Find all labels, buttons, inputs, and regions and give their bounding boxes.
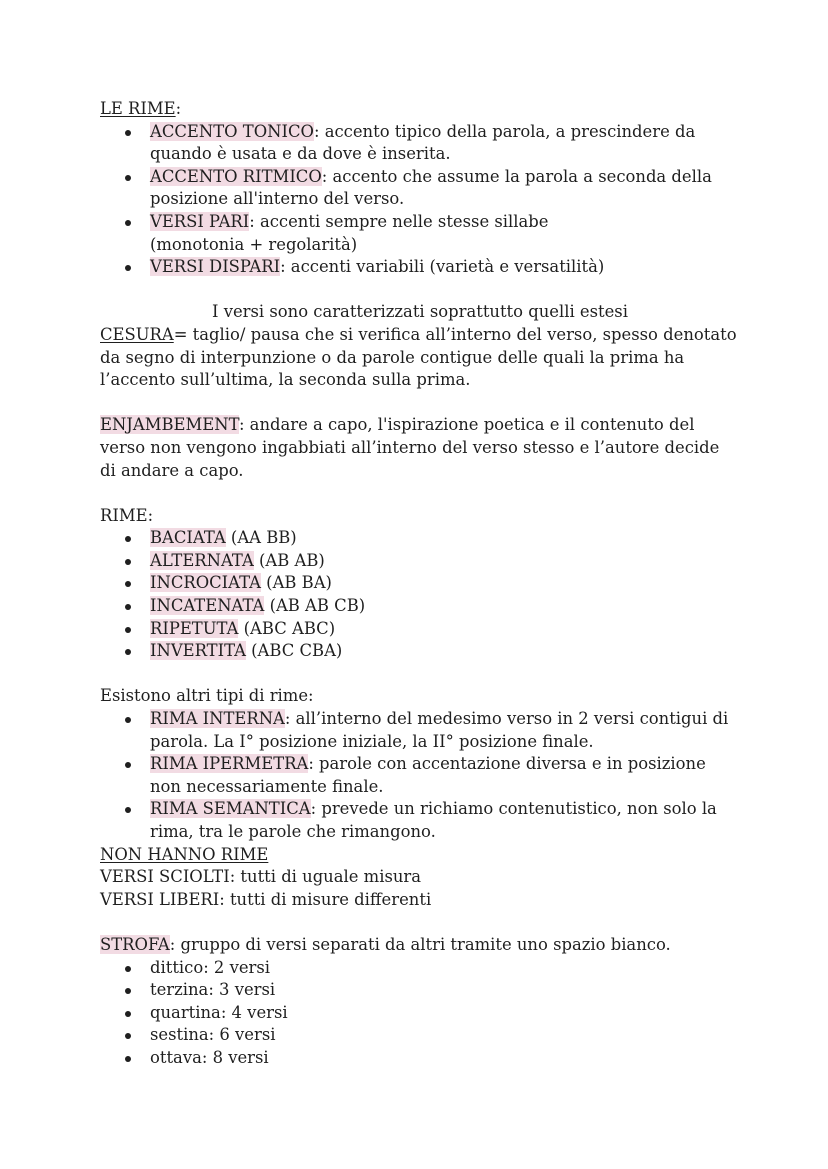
term-enjambement: ENJAMBEMENT (100, 415, 239, 435)
enjambement-paragraph: ENJAMBEMENT: andare a capo, l'ispirazione poetica e il contenuto del verso non vengono ingabbiati all’interno del verso stesso e l’autore decide di andare a capo. (100, 415, 720, 480)
list-item: INCATENATA (AB AB CB) (100, 595, 740, 618)
le-rime-heading: LE RIME (100, 99, 176, 118)
strofa-paragraph: STROFA: gruppo di versi separati da altri tramite uno spazio bianco. (100, 934, 671, 954)
list-item: RIMA INTERNA: all’interno del medesimo verso in 2 versi contigui di parola. La I° posizione iniziale, la II° posizione finale. (100, 708, 740, 753)
non-hanno-rime-heading: NON HANNO RIME (100, 844, 269, 864)
term-accento-tonico: ACCENTO TONICO (150, 121, 314, 141)
term-strofa: STROFA (100, 934, 170, 954)
le-rime-list (100, 121, 740, 279)
versi-liberi-line: VERSI LIBERI: tutti di misure differenti (100, 889, 432, 909)
list-item: sestina: 6 versi (100, 1024, 740, 1047)
list-item: terzina: 3 versi (100, 979, 740, 1002)
list-item: VERSI PARI: accenti sempre nelle stesse sillabe (monotonia + regolarità) (100, 211, 740, 256)
list-item: INCROCIATA (AB BA) (100, 572, 740, 595)
list-item: dittico: 2 versi (100, 957, 740, 980)
list-item: BACIATA (AA BB) (100, 527, 740, 550)
term-versi-pari: VERSI PARI (150, 211, 250, 231)
versi-sciolti-line: VERSI SCIOLTI: tutti di uguale misura (100, 867, 422, 887)
list-item: ottava: 8 versi (100, 1047, 740, 1070)
list-item: ACCENTO TONICO: accento tipico della parola, a prescindere da quando è usata e da dove è inserita. (100, 121, 740, 166)
list-item: VERSI DISPARI: accenti variabili (varietà e versatilità) (100, 256, 740, 279)
le-rime-heading-line: LE RIME: (100, 99, 182, 118)
rime-heading: RIME: (100, 505, 154, 525)
centered-note: I versi sono caratterizzati soprattutto quelli estesi (212, 302, 628, 322)
strofa-list (100, 957, 740, 1070)
document-page (100, 98, 740, 1070)
rime-list (100, 527, 740, 663)
list-item: RIMA SEMANTICA: prevede un richiamo contenutistico, non solo la rima, tra le parole che rimangono. (100, 798, 740, 843)
altri-tipi-heading: Esistono altri tipi di rime: (100, 686, 314, 706)
list-item: ACCENTO RITMICO: accento che assume la parola a seconda della posizione all'interno del verso. (100, 166, 740, 211)
altri-tipi-list (100, 708, 740, 844)
cesura-paragraph: CESURA= taglio/ pausa che si verifica all’interno del verso, spesso denotato da segno di interpunzione o da parole contigue delle quali la prima ha l’accento sull’ultima, la seconda sulla prima. (100, 324, 737, 390)
list-item: RIPETUTA (ABC ABC) (100, 618, 740, 641)
term-accento-ritmico: ACCENTO RITMICO (150, 166, 322, 186)
list-item: RIMA IPERMETRA: parole con accentazione diversa e in posizione non necessariamente finale. (100, 753, 740, 798)
list-item: ALTERNATA (AB AB) (100, 550, 740, 573)
list-item: INVERTITA (ABC CBA) (100, 640, 740, 663)
term-cesura: CESURA (100, 324, 174, 344)
term-versi-dispari: VERSI DISPARI (150, 257, 281, 277)
list-item: quartina: 4 versi (100, 1002, 740, 1025)
